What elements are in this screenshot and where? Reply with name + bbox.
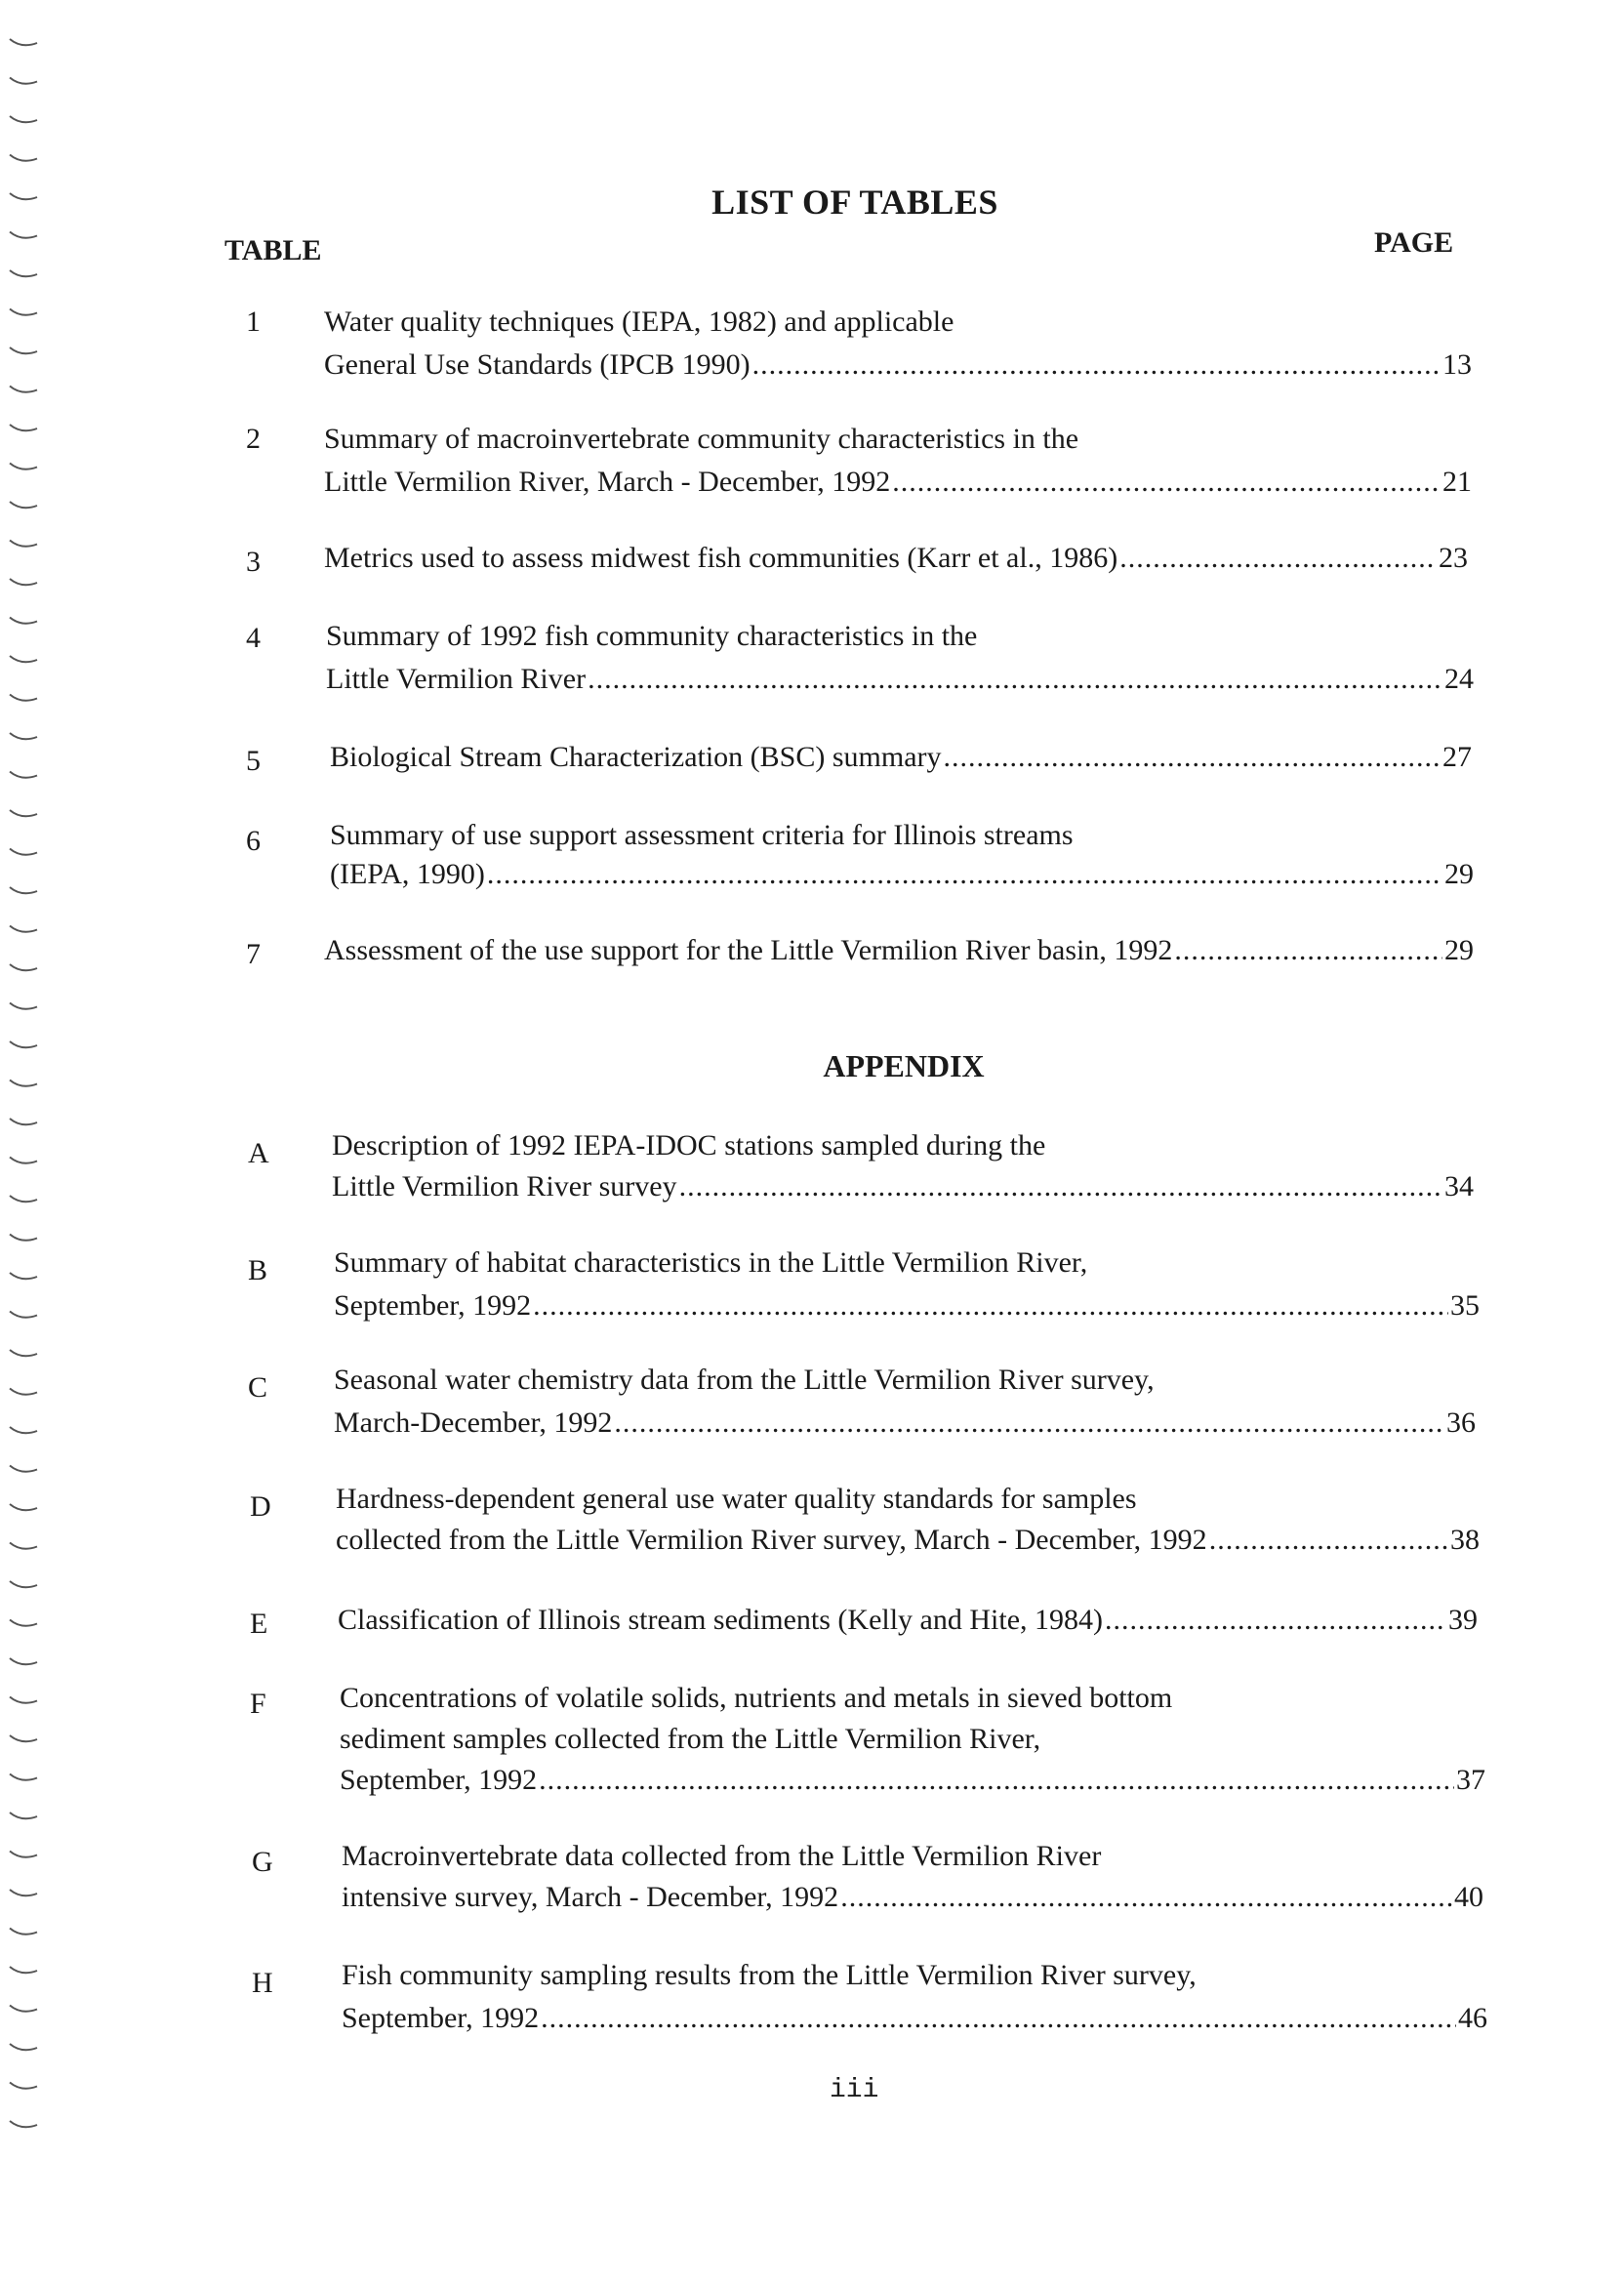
appendix-entry-leader [334,1402,1476,1445]
appendix-letter: D [250,1490,271,1523]
page-number: 34 [1444,1170,1474,1202]
table-column-header: TABLE [224,234,322,266]
table-entry-text: General Use Standards (IPCB 1990) [324,348,751,381]
binding-mark [10,1620,37,1626]
appendix-entry-leader [340,1759,1485,1802]
appendix-entry-text: Description of 1992 IEPA-IDOC stations sampled during the [332,1129,1046,1161]
appendix-entry-b [248,1242,1480,1329]
binding-mark [10,309,37,315]
appendix-heading: APPENDIX [823,1048,985,1083]
table-entry-6 [246,814,1474,902]
binding-mark [10,155,37,161]
dot-leader [1119,537,1437,580]
binding-mark [10,1813,37,1818]
dot-leader [614,1402,1444,1445]
page-number: 27 [1442,741,1472,773]
page-number: 37 [1456,1764,1485,1796]
page-number: 38 [1450,1524,1480,1556]
appendix-letter: G [252,1846,273,1878]
table-entry-5 [246,736,1472,781]
binding-mark [10,1389,37,1395]
appendix-letter: E [250,1608,268,1640]
dot-leader [541,1997,1456,2040]
binding-mark [10,2083,37,2089]
appendix-entry-leader [332,1165,1474,1208]
binding-mark [10,1697,37,1703]
page-number: 39 [1448,1604,1478,1636]
dot-leader [752,344,1441,387]
dot-leader [944,736,1441,779]
binding-mark [10,1658,37,1664]
appendix-entry-text: Classification of Illinois stream sediments (Kelly and Hite, 1984) [338,1604,1104,1636]
page-number: 21 [1442,466,1472,498]
appendix-entry-text: March-December, 1992 [334,1406,613,1439]
page-number: 23 [1439,542,1468,574]
table-entry-1 [246,301,1472,388]
appendix-letter: H [252,1967,273,1999]
dot-leader [840,1876,1452,1919]
table-entry-text: Summary of 1992 fish community characteristics in the [326,620,978,652]
table-entry-text: (IEPA, 1990) [330,858,485,890]
dot-leader [1209,1519,1448,1562]
table-entry-leader [324,537,1468,580]
table-entry-4 [246,615,1474,703]
binding-mark [10,502,37,508]
table-entry-text: Little Vermilion River, March - December, 1992 [324,466,891,498]
appendix-entry-d [250,1478,1480,1566]
appendix-entry-leader [334,1284,1480,1327]
binding-mark [10,926,37,932]
table-entry-leader [324,461,1472,504]
page-number: 35 [1450,1289,1480,1322]
binding-mark [10,1119,37,1124]
binding-mark [10,695,37,701]
appendix-letter: A [248,1137,269,1169]
dot-leader [539,1759,1454,1802]
page-number: 29 [1444,934,1474,966]
dot-leader [1174,929,1442,972]
page-number: 24 [1444,663,1474,695]
page-title: LIST OF TABLES [711,183,998,222]
appendix-entry-leader [342,1876,1483,1919]
binding-mark [10,964,37,970]
binding-mark [10,618,37,624]
binding-mark [10,78,37,84]
page-number: 40 [1454,1881,1483,1913]
binding-mark [10,425,37,430]
page-column-header: PAGE [1374,226,1454,259]
binding-mark [10,1581,37,1587]
appendix-entry-text: sediment samples collected from the Little Vermilion River, [340,1723,1041,1755]
table-entry-leader [330,736,1472,779]
table-entry-leader [330,853,1474,896]
table-number: 1 [246,306,261,338]
appendix-entry-text: intensive survey, March - December, 1992 [342,1881,839,1913]
appendix-entry-g [252,1835,1483,1923]
binding-mark [10,1312,37,1318]
binding-mark [10,541,37,547]
appendix-entry-h [252,1954,1487,2042]
page-folio: iii [830,2075,879,2105]
binding-mark [10,1852,37,1857]
appendix-entry-leader [338,1599,1478,1642]
binding-mark [10,2044,37,2050]
table-number: 5 [246,745,261,777]
binding-mark [10,1967,37,1973]
table-entry-text: Biological Stream Characterization (BSC) summary [330,741,942,773]
binding-mark [10,1543,37,1549]
binding-mark [10,1158,37,1163]
binding-mark [10,1041,37,1047]
appendix-entry-text: September, 1992 [340,1764,538,1796]
table-entry-leader [324,344,1472,387]
appendix-entry-text: Hardness-dependent general use water quality standards for samples [336,1483,1137,1515]
appendix-entry-e [250,1599,1478,1644]
table-entry-leader [324,929,1474,972]
binding-mark [10,1929,37,1935]
binding-mark [10,1350,37,1356]
appendix-entry-a [248,1124,1474,1212]
binding-mark [10,232,37,238]
table-entry-3 [246,537,1468,582]
appendix-entry-f [250,1677,1485,1808]
binding-mark [10,1273,37,1279]
binding-mark [10,772,37,778]
binding-mark [10,2006,37,2012]
appendix-entry-leader [342,1997,1487,2040]
binding-mark [10,1466,37,1472]
table-entry-text: Summary of macroinvertebrate community characteristics in the [324,423,1079,455]
table-entry-text: Little Vermilion River [326,663,587,695]
binding-mark [10,270,37,276]
table-entry-leader [326,658,1474,701]
binding-mark [10,347,37,353]
appendix-entry-text: Concentrations of volatile solids, nutrients and metals in sieved bottom [340,1682,1173,1714]
table-number: 3 [246,546,261,578]
binding-mark [10,579,37,585]
binding-mark [10,1427,37,1433]
binding-mark [10,810,37,816]
page-number: 46 [1458,2002,1487,2034]
table-entry-text: Summary of use support assessment criteria for Illinois streams [330,819,1074,851]
binding-mark [10,1890,37,1895]
appendix-entry-leader [336,1519,1480,1562]
table-entry-7 [246,929,1474,974]
dot-leader [679,1165,1442,1208]
appendix-entry-text: Summary of habitat characteristics in the Little Vermilion River, [334,1246,1088,1279]
binding-mark [10,1235,37,1241]
appendix-entry-text: collected from the Little Vermilion River survey, March - December, 1992 [336,1524,1207,1556]
binding-mark [10,733,37,739]
appendix-entry-text: Macroinvertebrate data collected from the Little Vermilion River [342,1840,1102,1872]
table-number: 2 [246,423,261,455]
page-number: 36 [1446,1406,1476,1439]
table-number: 6 [246,825,261,857]
binding-mark [10,849,37,855]
dot-leader [1105,1599,1446,1642]
appendix-entry-text: Seasonal water chemistry data from the Little Vermilion River survey, [334,1364,1155,1396]
binding-hole-marks [8,29,53,2157]
appendix-entry-text: Fish community sampling results from the Little Vermilion River survey, [342,1959,1197,1991]
dot-leader [487,853,1442,896]
binding-mark [10,887,37,893]
binding-mark [10,2121,37,2127]
binding-mark [10,1003,37,1009]
binding-mark [10,387,37,392]
table-entry-text: Water quality techniques (IEPA, 1982) and applicable [324,306,954,338]
appendix-entry-text: September, 1992 [334,1289,532,1322]
binding-mark [10,1504,37,1510]
table-entry-text: Assessment of the use support for the Little Vermilion River basin, 1992 [324,934,1173,966]
appendix-entry-text: September, 1992 [342,2002,540,2034]
appendix-letter: F [250,1688,266,1720]
appendix-letter: C [248,1371,268,1404]
dot-leader [533,1284,1448,1327]
appendix-entry-text: Little Vermilion River survey [332,1170,677,1202]
table-number: 4 [246,622,261,654]
table-number: 7 [246,938,261,970]
binding-mark [10,656,37,662]
page-number: 13 [1442,348,1472,381]
binding-mark [10,1774,37,1780]
appendix-letter: B [248,1254,268,1286]
binding-mark [10,39,37,45]
dot-leader [588,658,1442,701]
table-entry-2 [246,418,1472,506]
binding-mark [10,1735,37,1741]
dot-leader [892,461,1441,504]
table-entry-text: Metrics used to assess midwest fish communities (Karr et al., 1986) [324,542,1118,574]
appendix-entry-c [248,1359,1476,1447]
binding-mark [10,464,37,469]
binding-mark [10,1196,37,1202]
binding-mark [10,116,37,122]
page-number: 29 [1444,858,1474,890]
